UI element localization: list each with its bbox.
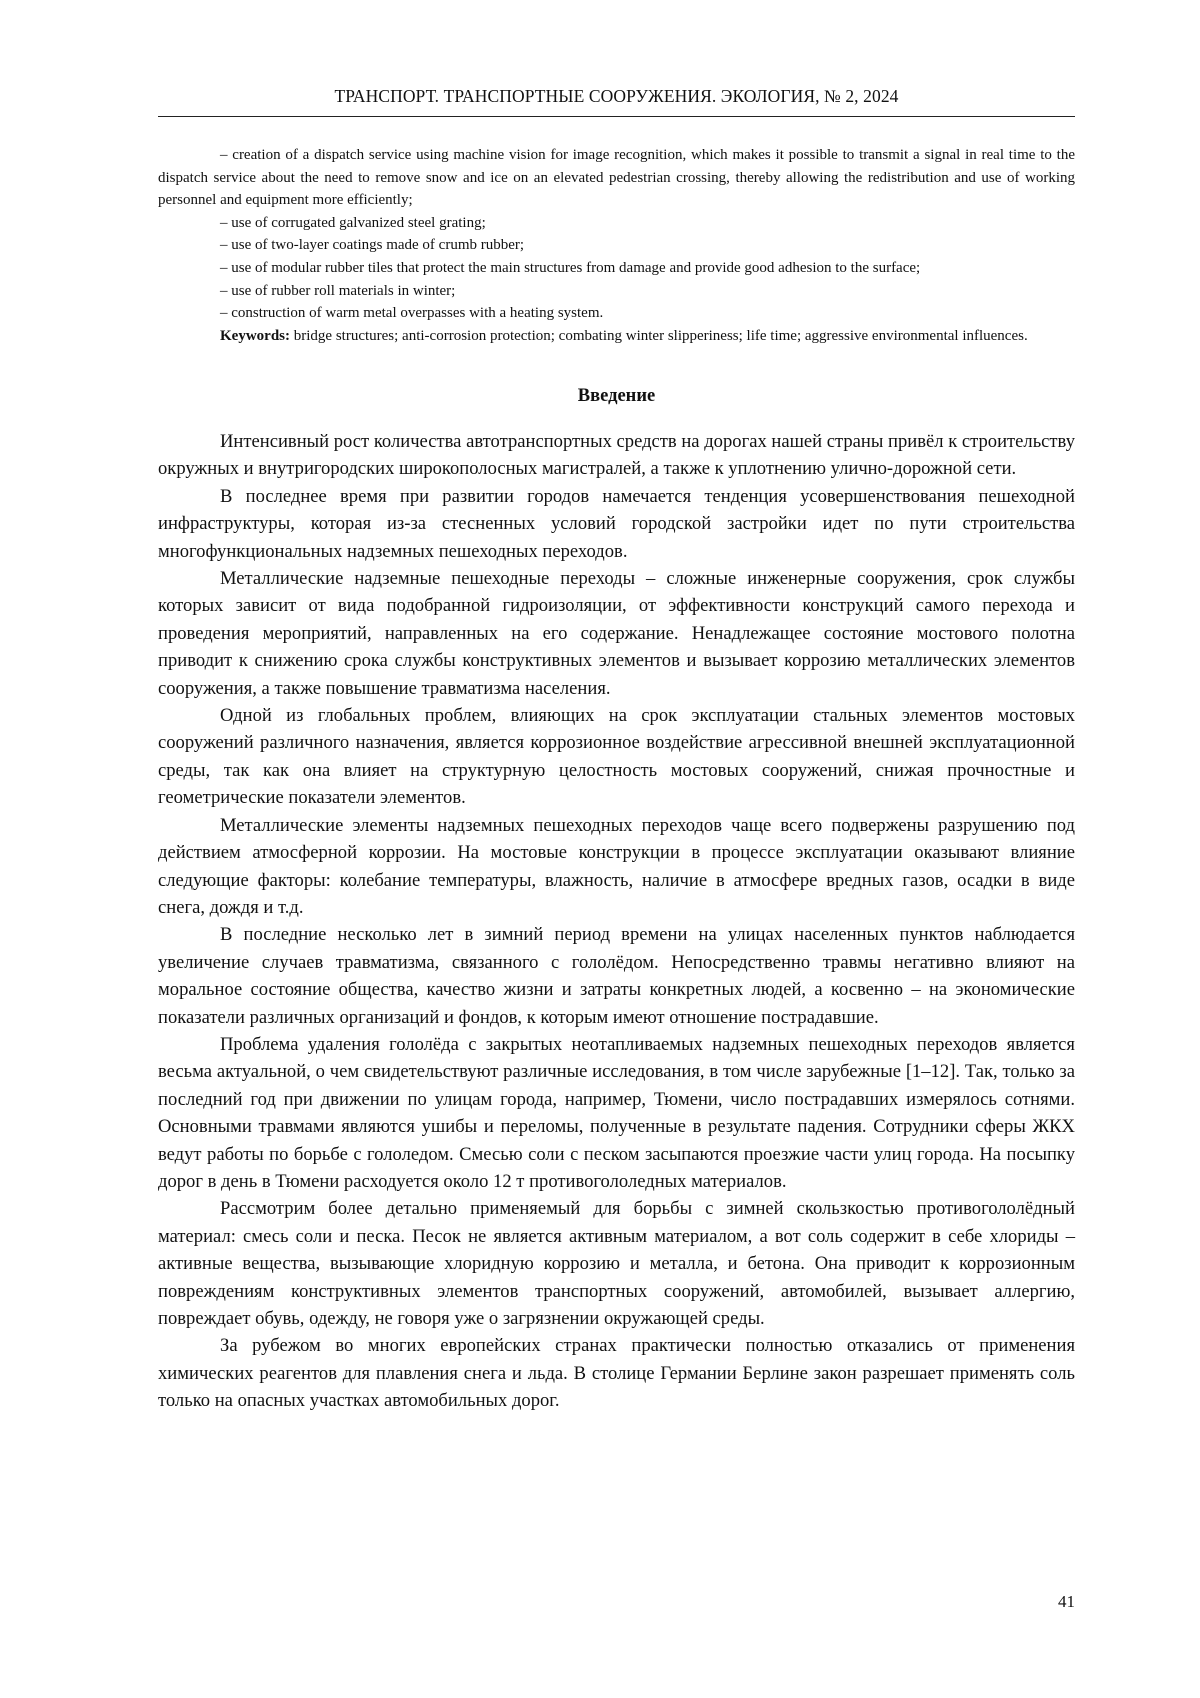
body-paragraph: Интенсивный рост количества автотранспортных средств на дорогах нашей страны привёл к строительству окружных и внутригородских широкополосных магистралей, а также к уплотнению улично-дорожной сети. [158, 431, 1075, 480]
abstract-list-item: – construction of warm metal overpasses with a heating system. [220, 305, 604, 322]
body-paragraph: За рубежом во многих европейских странах практически полностью отказались от применения химических реагентов для плавления снега и льда. В столице Германии Берлине закон разрешает применять соль только на опасных участках автомобильных дорог. [158, 1335, 1075, 1412]
running-header: ТРАНСПОРТ. ТРАНСПОРТНЫЕ СООРУЖЕНИЯ. ЭКОЛОГИЯ, № 2, 2024 [334, 86, 899, 106]
abstract-list-item: – creation of a dispatch service using machine vision for image recognition, which makes it possible to transmit a signal in real time to the dispatch service about the need to remove snow and ice on an elevated pedestrian crossing, thereby allowing the redistribution and use of working personnel and equipment more efficiently; [158, 147, 1075, 209]
section-heading: Введение [577, 386, 656, 406]
keywords-text: bridge structures; anti-corrosion protection; combating winter slipperiness; life time; aggressive environmental influences. [290, 327, 1028, 344]
body-paragraph: В последние несколько лет в зимний период времени на улицах населенных пунктов наблюдается увеличение случаев травматизма, связанного с гололёдом. Непосредственно травмы негативно влияют на моральное состояние общества, качество жизни и затраты конкретных людей, а косвенно – на экономические показатели различных организаций и фондов, к которым имеют отношение пострадавшие. [158, 924, 1075, 1028]
abstract-list-item: – use of modular rubber tiles that protect the main structures from damage and provide good adhesion to the surface; [220, 259, 921, 276]
body-paragraph: Одной из глобальных проблем, влияющих на срок эксплуатации стальных элементов мостовых сооружений различного назначения, является коррозионное воздействие агрессивной внешней эксплуатационной среды, так как она влияет на структурную целостность мостовых сооружений, снижая прочностные и геометрические показатели элементов. [158, 705, 1075, 809]
body-paragraph: Металлические элементы надземных пешеходных переходов чаще всего подвержены разрушению под действием атмосферной коррозии. На мостовые конструкции в процессе эксплуатации оказывают влияние следующие факторы: колебание температуры, влажность, наличие в атмосфере вредных газов, осадки в виде снега, дождя и т.д. [158, 814, 1075, 918]
abstract-list-item: – use of two-layer coatings made of crumb rubber; [220, 237, 525, 254]
abstract-list-item: – use of corrugated galvanized steel grating; [220, 214, 486, 231]
abstract-continuation [158, 144, 1075, 347]
body-paragraph: Проблема удаления гололёда с закрытых неотапливаемых надземных пешеходных переходов является весьма актуальной, о чем свидетельствуют различные исследования, в том числе зарубежные [1–12]. Так, только за последний год при движении по улицам города, например, Тюмени, число пострадавших измерялось сотнями. Основными травмами являются ушибы и переломы, полученные в результате падения. Сотрудники сферы ЖКХ ведут работы по борьбе с гололедом. Смесью соли с песком засыпаются проезжие части улиц города. На посыпку дорог в день в Тюмени расходуется около 12 т противогололедных материалов. [158, 1033, 1075, 1192]
keywords-line [158, 325, 1075, 348]
keywords-label: Keywords: [220, 327, 290, 344]
body-paragraph: Металлические надземные пешеходные переходы – сложные инженерные сооружения, срок службы которых зависит от вида подобранной гидроизоляции, от эффективности конструкций самого перехода и проведения мероприятий, направленных на его содержание. Ненадлежащее состояние мостового полотна приводит к снижению срока службы конструктивных элементов и вызывает коррозию металлических элементов сооружения, а также повышение травматизма населения. [158, 568, 1075, 699]
page-number: 41 [1058, 1592, 1075, 1611]
body-text [158, 428, 1075, 1415]
header-divider [158, 116, 1075, 117]
body-paragraph: Рассмотрим более детально применяемый для борьбы с зимней скользкостью противогололёдный материал: смесь соли и песка. Песок не является активным материалом, а вот соль содержит в себе хлориды – активные вещества, вызывающие хлоридную коррозию и металла, и бетона. Она приводит к коррозионным повреждениям конструктивных элементов транспортных сооружений, автомобилей, вызывает аллергию, повреждает обувь, одежду, не говоря уже о загрязнении окружающей среды. [158, 1198, 1075, 1329]
body-paragraph: В последнее время при развитии городов намечается тенденция усовершенствования пешеходной инфраструктуры, которая из-за стесненных условий городской застройки идет по пути строительства многофункциональных надземных пешеходных переходов. [158, 485, 1075, 562]
journal-page [158, 0, 1075, 1698]
abstract-list-item: – use of rubber roll materials in winter; [220, 282, 456, 299]
